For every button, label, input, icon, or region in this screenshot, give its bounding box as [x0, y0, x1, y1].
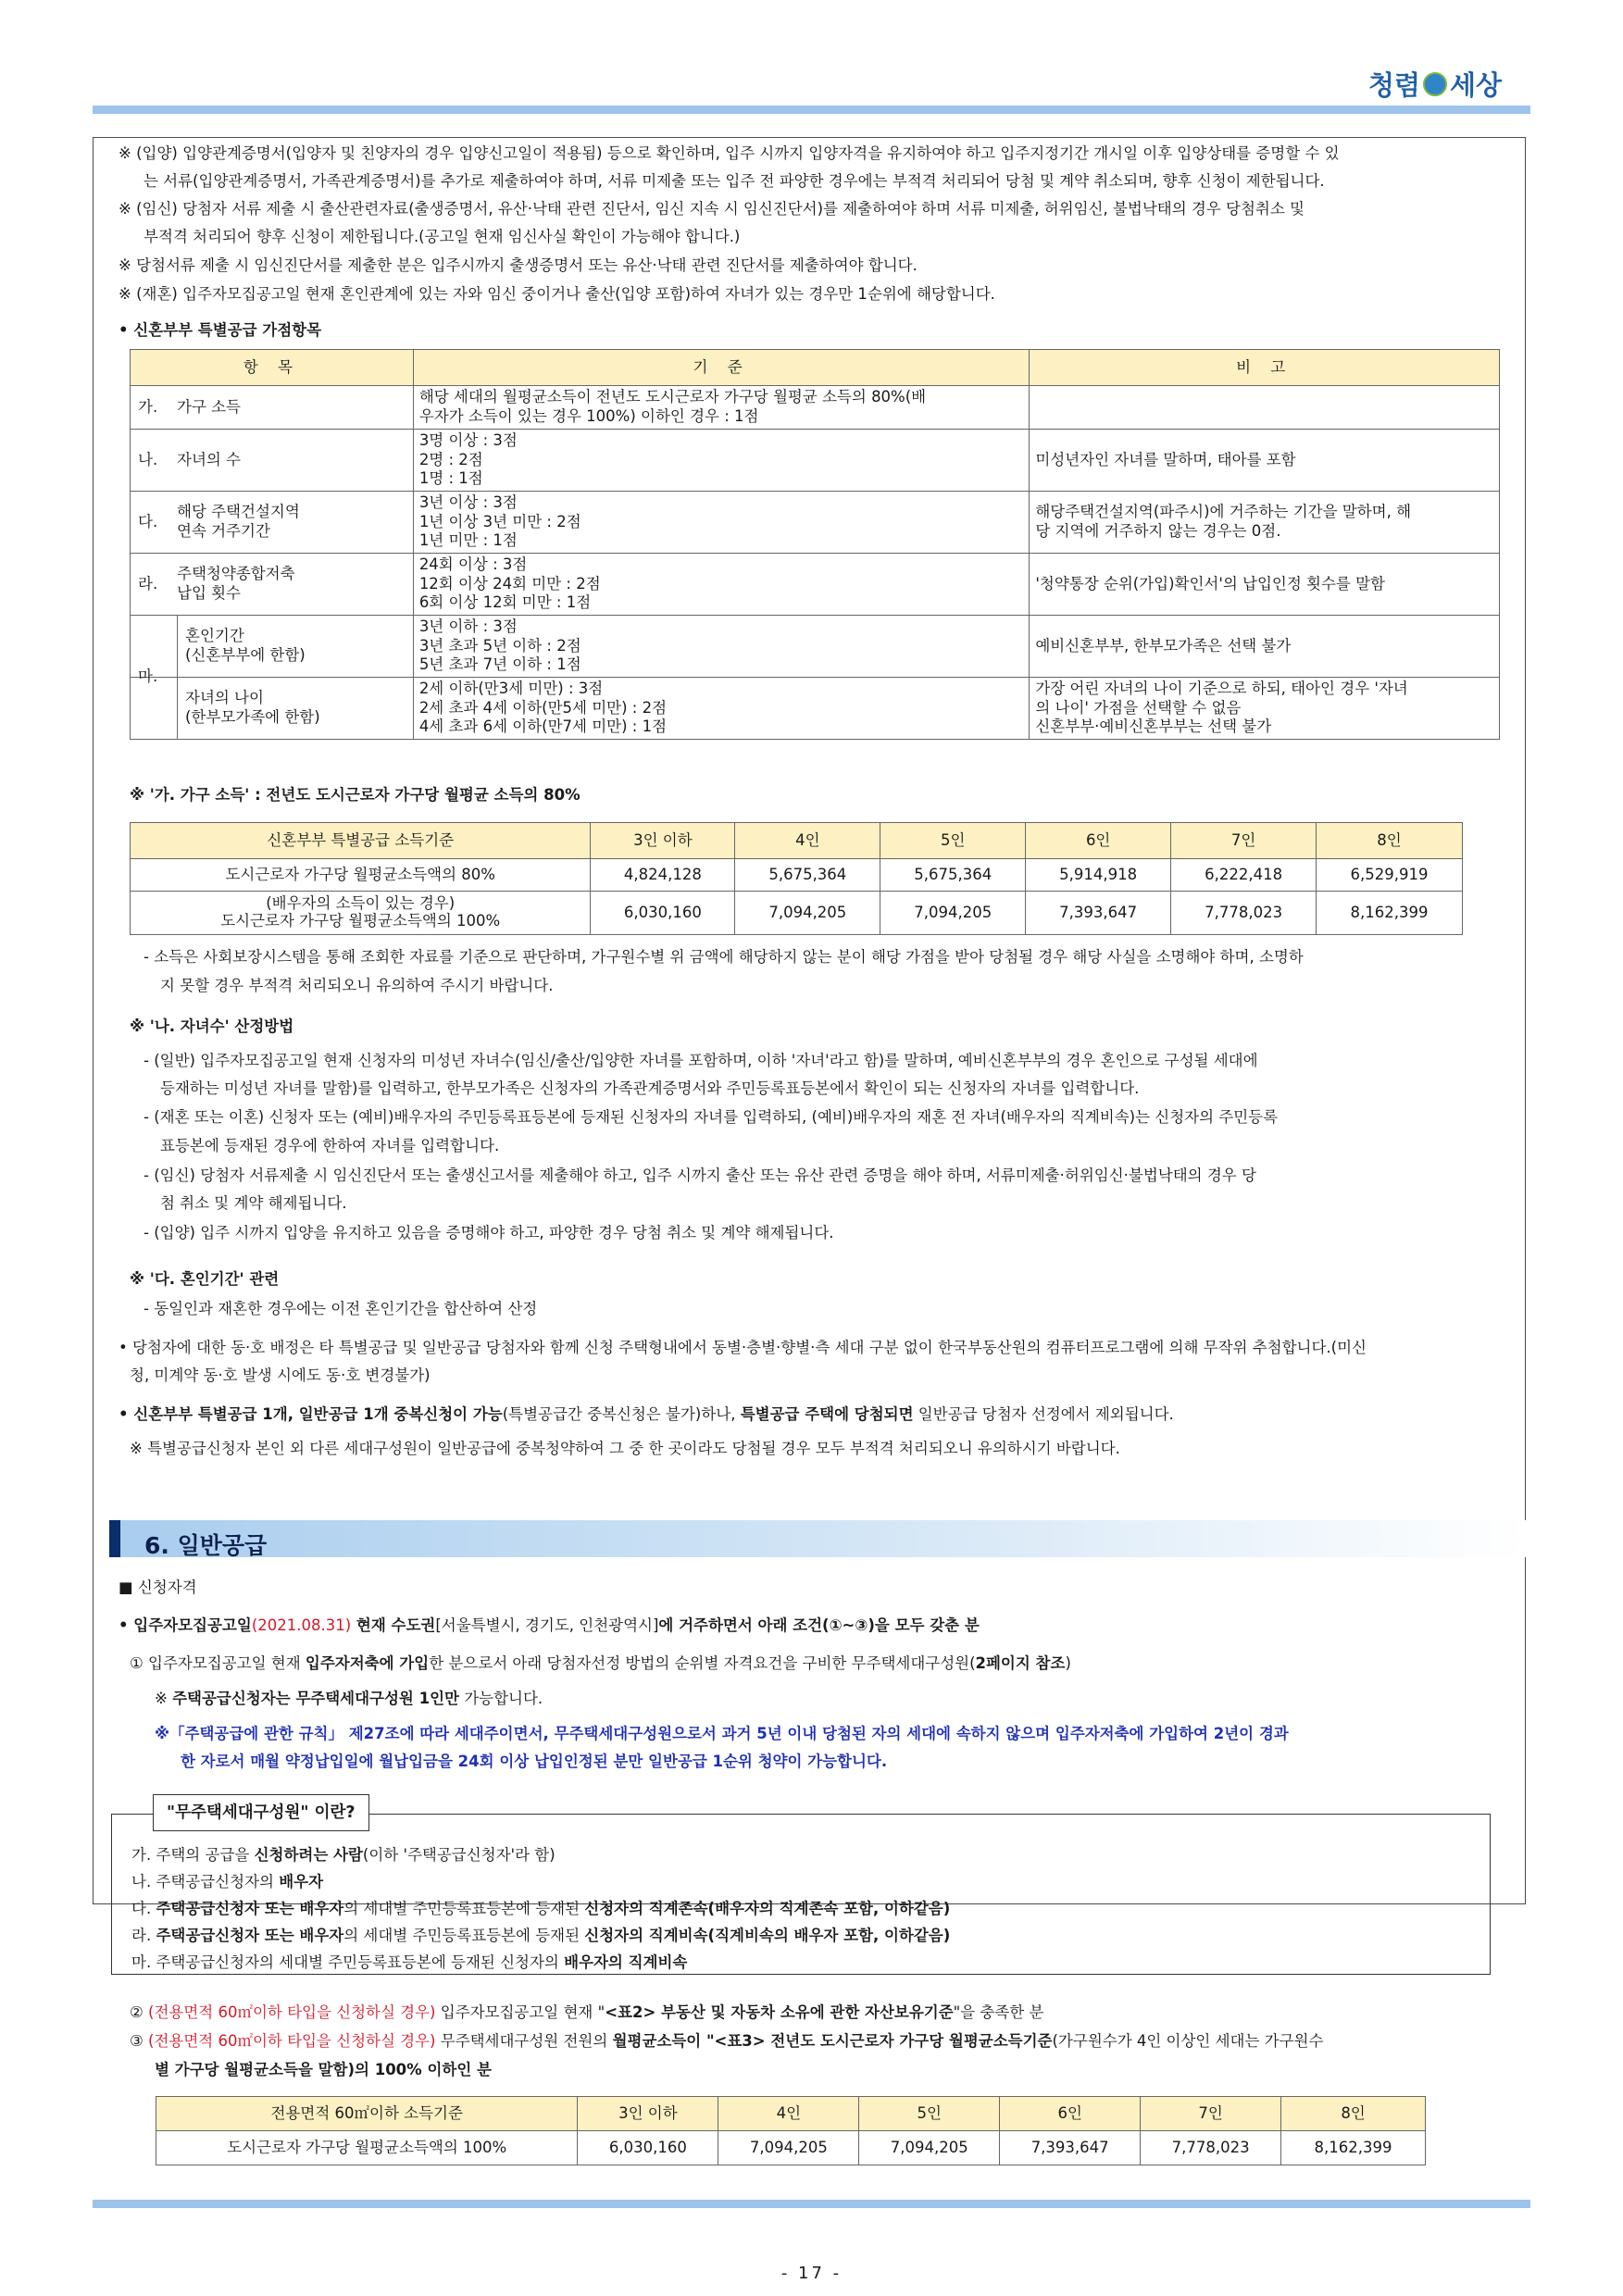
children-line: - (임신) 당첨자 서류제출 시 임신진단서 또는 출생신고서를 제출해야 하고, 입주 시까지 출산 또는 유산 관련 증명을 해야 하며, 서류미제출·허위임신·불법낙태의 경우 당: [144, 1167, 1256, 1184]
note-cell: [1030, 386, 1500, 430]
children-line: - (재혼 또는 이혼) 신청자 또는 (예비)배우자의 주민등록표등본에 등재된 신청자의 자녀를 입력하되, (예비)배우자의 재혼 전 자녀(배우자의 직계비속)는 신청자의 주민등록: [144, 1108, 1279, 1126]
table-row: [131, 892, 1463, 935]
table-header-row: [156, 2097, 1426, 2131]
criteria-line: 3년 초과 5년 이하 : 2점: [418, 636, 581, 655]
cell-value: 7,094,205: [735, 892, 880, 935]
col-header: 4인: [735, 823, 880, 859]
criteria-line: 24회 이상 : 3점: [418, 555, 528, 574]
item-cell: [131, 678, 414, 740]
col-header: 3인 이하: [578, 2097, 718, 2131]
table-row: [131, 492, 1500, 554]
criteria-line: 1명 : 1점: [418, 469, 483, 488]
children-line: 등재하는 미성년 자녀를 말함)를 입력하고, 한부모가족은 신청자의 가족관계증명서와 주민등록표등본에서 확인이 되는 신청자의 자녀를 입력합니다.: [160, 1079, 1140, 1097]
cell-value: 7,094,205: [859, 2131, 1000, 2165]
col-header: 신혼부부 특별공급 소득기준: [131, 823, 591, 859]
cell-value: 8,162,399: [1281, 2131, 1426, 2165]
criteria-cell: [413, 430, 1030, 492]
remark-line: - 소득은 사회보장시스템을 통해 조회한 자료를 기준으로 판단하며, 가구원수별 위 금액에 해당하지 않는 분이 해당 가점을 받아 당첨될 경우 해당 사실을 소명해야 하며, 소명하: [144, 948, 1304, 966]
col-header: 5인: [859, 2097, 1000, 2131]
criteria-cell: [413, 678, 1030, 740]
footer-rule: [93, 2200, 1530, 2208]
criteria-line: 4세 초과 6세 이하(만7세 미만) : 1점: [418, 718, 668, 736]
income-table-2: [156, 2096, 1426, 2165]
criteria-line: 3년 이하 : 3점: [418, 618, 518, 636]
criteria-line: 2명 : 2점: [418, 450, 483, 468]
col-header: 전용면적 60㎡이하 소득기준: [156, 2097, 578, 2131]
children-title: ※ '나. 자녀수' 산정방법: [130, 1017, 294, 1035]
criteria-line: 2세 초과 4세 이하(만5세 미만) : 2점: [418, 698, 668, 717]
table-row: [131, 859, 1463, 892]
note-cell: [1030, 678, 1500, 740]
col-header: 7인: [1171, 823, 1317, 859]
definition-item: 라. 주택공급신청자 또는 배우자의 세대별 주민등록표등본에 등재된 신청자의 직계비속(직계비속의 배우자 포함, 이하같음): [131, 1927, 951, 1944]
col-header: 항 목: [131, 350, 414, 386]
section-marker: [109, 1520, 120, 1557]
note-line: 부적격 처리되어 향후 신청이 제한됩니다.(공고일 현재 임신사실 확인이 가능해야 합니다.): [144, 228, 741, 245]
score-table-caption: • 신혼부부 특별공급 가점항목: [119, 321, 322, 339]
definition-box: [111, 1814, 1491, 1975]
marriage-title: ※ '다. 혼인기간' 관련: [130, 1270, 280, 1288]
qualification-main: • 입주자모집공고일(2021.08.31) 현재 수도권[서울특별시, 경기도, 인천광역시]에 거주하면서 아래 조건(①~③)을 모두 갖춘 분: [119, 1616, 980, 1634]
row-label: 도시근로자 가구당 월평균소득액의 80%: [131, 859, 591, 892]
note-cell: [1030, 492, 1500, 554]
col-header: 비 고: [1030, 350, 1500, 386]
col-header: 8인: [1281, 2097, 1426, 2131]
table-row: [131, 678, 1500, 740]
col-header: 7인: [1141, 2097, 1281, 2131]
duplicate-note: ※ 특별공급신청자 본인 외 다른 세대구성원이 일반공급에 중복청약하여 그 중 한 곳이라도 당첨될 경우 모두 부적격 처리되오니 유의하시기 바랍니다.: [130, 1440, 1120, 1457]
note-line: ※ (재혼) 입주자모집공고일 현재 혼인관계에 있는 자와 임신 중이거나 출산(입양 포함)하여 자녀가 있는 경우만 1순위에 해당합니다.: [119, 285, 995, 303]
col-header: 5인: [880, 823, 1026, 859]
children-line: 표등본에 등재된 경우에 한하여 자녀를 입력합니다.: [160, 1137, 500, 1154]
definition-item: 마. 주택공급신청자의 세대별 주민등록표등본에 등재된 신청자의 배우자의 직계비속: [131, 1953, 688, 1971]
cell-value: 6,030,160: [591, 892, 735, 935]
cell-value: 7,393,647: [1026, 892, 1171, 935]
item-mark: 마.: [138, 667, 158, 685]
condition-1: ① 입주자모집공고일 현재 입주자저축에 가입한 분으로서 아래 당첨자선정 방법의 순위별 자격요건을 구비한 무주택세대구성원(2페이지 참조): [130, 1654, 1071, 1672]
criteria-line: 1년 미만 : 1점: [418, 531, 518, 550]
cell-value: 8,162,399: [1317, 892, 1463, 935]
item-mark: 나.: [138, 450, 158, 468]
income-note-title: ※ '가. 가구 소득' : 전년도 도시근로자 가구당 월평균 소득의 80%: [130, 786, 581, 804]
item-mark: 가.: [138, 397, 158, 416]
definition-item: 나. 주택공급신청자의 배우자: [131, 1873, 324, 1890]
col-header: 기 준: [413, 350, 1030, 386]
criteria-line: 6회 이상 12회 미만 : 1점: [418, 593, 592, 612]
condition-3: ③ (전용면적 60㎡이하 타입을 신청하실 경우) 무주택세대구성원 전원의 월평균소득이 "<표3> 전년도 도시근로자 가구당 월평균소득기준(가구원수가 4인 이상인 세대는 가구원수: [130, 2032, 1324, 2050]
cell-value: 5,675,364: [735, 859, 880, 892]
item-mark: 다.: [138, 512, 158, 530]
note-line: '청약통장 순위(가입)확인서'의 납입인정 횟수를 말함: [1035, 574, 1385, 593]
note-line: ※ (입양) 입양관계증명서(입양자 및 친양자의 경우 입양신고일이 적용됨) 등으로 확인하며, 입주 시까지 입양자격을 유지하여야 하고 입주지정기간 개시일 이후 입양상태를 증명할 수 있: [119, 144, 1340, 162]
children-line: - (일반) 입주자모집공고일 현재 신청자의 미성년 자녀수(임신/출산/입양한 자녀를 포함하며, 이하 '자녀'라고 함)를 말하며, 예비신혼부부의 경우 혼인으로 구성될 세대에: [144, 1052, 1258, 1069]
header-rule: [93, 106, 1530, 114]
cell-value: 7,094,205: [718, 2131, 859, 2165]
note-line: 해당주택건설지역(파주시)에 거주하는 기간을 말하며, 해: [1035, 503, 1412, 521]
item-label: 주택청약종합저축 납입 횟수: [177, 565, 295, 602]
definition-title: "무주택세대구성원" 이란?: [153, 1794, 369, 1831]
cell-value: 7,094,205: [880, 892, 1026, 935]
children-line: - (입양) 입주 시까지 입양을 유지하고 있음을 증명해야 하고, 파양한 경우 당첨 취소 및 계약 해제됩니다.: [144, 1224, 834, 1242]
score-table: [130, 349, 1500, 740]
condition-3-cont: 별 가구당 월평균소득을 말함)의 100% 이하인 분: [155, 2061, 492, 2078]
income-table: [130, 822, 1463, 935]
criteria-line: 1년 이상 3년 미만 : 2점: [418, 512, 581, 530]
item-label: 자녀의 나이 (한부모가족에 한함): [177, 678, 413, 739]
row-label: (배우자의 소득이 있는 경우) 도시근로자 가구당 월평균소득액의 100%: [131, 892, 591, 935]
page-number: - 17 -: [780, 2264, 843, 2283]
criteria-cell: [413, 492, 1030, 554]
cell-value: 6,529,919: [1317, 859, 1463, 892]
item-cell: [131, 616, 414, 685]
row-label: 도시근로자 가구당 월평균소득액의 100%: [156, 2131, 578, 2165]
col-header: 6인: [1026, 823, 1171, 859]
col-header: 8인: [1317, 823, 1463, 859]
note-line: 는 서류(입양관계증명서, 가족관계증명서)를 추가로 제출하여야 하며, 서류 미제출 또는 입주 전 파양한 경우에는 부적격 처리되어 당첨 및 계약 취소되며, 향후 신청이 제한됩니다.: [144, 172, 1325, 190]
children-line: 첨 취소 및 계약 해제됩니다.: [160, 1194, 347, 1212]
item-label: 자녀의 수: [177, 450, 242, 468]
note-line: 신혼부부·예비신혼부부는 선택 불가: [1035, 718, 1272, 736]
criteria-cell: [413, 386, 1030, 430]
table-row: [131, 430, 1500, 492]
condition-1-rule: ※「주택공급에 관한 규칙」 제27조에 따라 세대주이면서, 무주택세대구성원으로서 과거 5년 이내 당첨된 자의 세대에 속하지 않으며 입주자저축에 가입하여 2년이 경과: [155, 1725, 1289, 1742]
note-cell: [1030, 616, 1500, 678]
logo: 청렴 세상: [1368, 65, 1502, 103]
qualification-title: ■ 신청자격: [119, 1578, 197, 1596]
criteria-line: 우자가 소득이 있는 경우 100%) 이하인 경우 : 1점: [418, 407, 759, 425]
note-line: 가장 어린 자녀의 나이 기준으로 하되, 태아인 경우 '자녀: [1035, 680, 1408, 698]
table-row: [131, 616, 1500, 678]
cell-value: 7,393,647: [1000, 2131, 1141, 2165]
item-label: 혼인기간 (신혼부부에 한함): [177, 616, 413, 677]
note-cell: [1030, 554, 1500, 616]
marriage-line: - 동일인과 재혼한 경우에는 이전 혼인기간을 합산하여 산정: [144, 1300, 538, 1317]
criteria-line: 3명 이상 : 3점: [418, 431, 518, 450]
cell-value: 7,778,023: [1171, 892, 1317, 935]
col-header: 4인: [718, 2097, 859, 2131]
unit-line: 청, 미계약 동·호 발생 시에도 동·호 변경불가): [130, 1366, 431, 1384]
note-line: 예비신혼부부, 한부모가족은 선택 불가: [1035, 636, 1292, 655]
note-line: ※ (임신) 당첨자 서류 제출 시 출산관련자료(출생증명서, 유산·낙태 관련 진단서, 임신 지속 시 임신진단서)를 제출하여야 하며 서류 미제출, 허위임신, 불법낙태의 경우 당첨취소 및: [119, 200, 1305, 218]
criteria-cell: [413, 616, 1030, 678]
logo-icon: 청렴: [1368, 69, 1421, 101]
definition-item: 다. 주택공급신청자 또는 배우자의 세대별 주민등록표등본에 등재된 신청자의 직계존속(배우자의 직계존속 포함, 이하같음): [131, 1900, 951, 1917]
criteria-line: 3년 이상 : 3점: [418, 493, 518, 512]
cell-value: 6,030,160: [578, 2131, 718, 2165]
note-line: 의 나이' 가점을 선택할 수 없음: [1035, 698, 1242, 717]
item-mark: 라.: [138, 574, 158, 593]
note-line: ※ 당첨서류 제출 시 임신진단서를 제출한 분은 입주시까지 출생증명서 또는 유산·낙태 관련 진단서를 제출하여야 합니다.: [119, 256, 918, 274]
table-row: [131, 554, 1500, 616]
note-cell: [1030, 430, 1500, 492]
item-cell: [131, 386, 414, 430]
criteria-line: 2세 이하(만3세 미만) : 3점: [418, 680, 604, 698]
col-header: 6인: [1000, 2097, 1141, 2131]
item-label: 가구 소득: [177, 397, 242, 416]
item-cell: [131, 492, 414, 554]
emblem-icon: [1423, 72, 1447, 96]
item-label: 해당 주택건설지역 연속 거주기간: [177, 503, 300, 540]
table-row: [156, 2131, 1426, 2165]
condition-1-note: ※ 주택공급신청자는 무주택세대구성원 1인만 가능합니다.: [155, 1690, 543, 1707]
cell-value: 5,914,918: [1026, 859, 1171, 892]
note-line: 당 지역에 거주하지 않는 경우는 0점.: [1035, 522, 1281, 540]
note-line: 미성년자인 자녀를 말하며, 태아를 포함: [1035, 450, 1296, 468]
criteria-line: 해당 세대의 월평균소득이 전년도 도시근로자 가구당 월평균 소득의 80%(배: [418, 388, 927, 406]
item-cell: [131, 430, 414, 492]
criteria-line: 5년 초과 7년 이하 : 1점: [418, 655, 581, 674]
criteria-line: 12회 이상 24회 미만 : 2점: [418, 574, 601, 593]
section-header: [109, 1520, 1526, 1557]
cell-value: 4,824,128: [591, 859, 735, 892]
table-header-row: [131, 823, 1463, 859]
criteria-cell: [413, 554, 1030, 616]
condition-1-rule: 한 자로서 매월 약정납입일에 월납입금을 24회 이상 납입인정된 분만 일반공급 1순위 청약이 가능합니다.: [181, 1753, 888, 1770]
item-cell: [131, 554, 414, 616]
unit-line: • 당첨자에 대한 동·호 배정은 타 특별공급 및 일반공급 당첨자와 함께 신청 주택형내에서 동별·층별·향별·측 세대 구분 없이 한국부동산원의 컴퓨터프로그램에 의해 무작위 추첨합니다.(미신: [119, 1339, 1367, 1356]
cell-value: 5,675,364: [880, 859, 1026, 892]
condition-2: ② (전용면적 60㎡이하 타입을 신청하실 경우) 입주자모집공고일 현재 "<표2> 부동산 및 자동차 소유에 관한 자산보유기준"을 충족한 분: [130, 2003, 1044, 2021]
cell-value: 7,778,023: [1141, 2131, 1281, 2165]
table-row: [131, 386, 1500, 430]
section-title: 6. 일반공급: [144, 1532, 268, 1559]
duplicate-line: • 신혼부부 특별공급 1개, 일반공급 1개 중복신청이 가능(특별공급간 중복신청은 불가)하나, 특별공급 주택에 당첨되면 일반공급 당첨자 선정에서 제외됩니다.: [119, 1405, 1174, 1423]
remark-line: 지 못할 경우 부적격 처리되오니 유의하여 주시기 바랍니다.: [160, 977, 554, 994]
col-header: 3인 이하: [591, 823, 735, 859]
definition-item: 가. 주택의 공급을 신청하려는 사람(이하 '주택공급신청자'라 함): [131, 1846, 556, 1864]
cell-value: 6,222,418: [1171, 859, 1317, 892]
